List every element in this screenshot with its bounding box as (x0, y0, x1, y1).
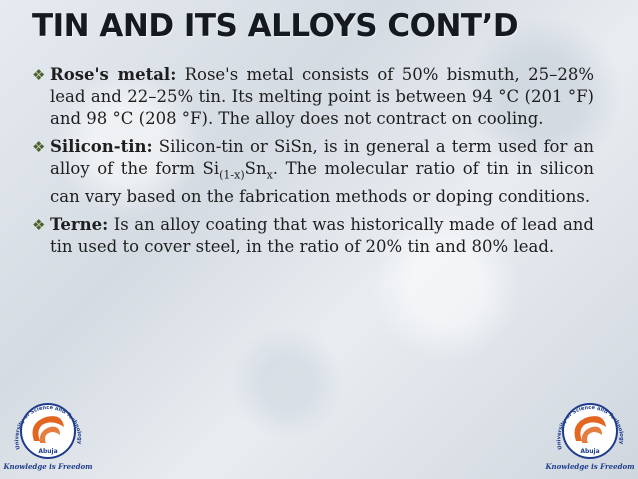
formula-subscript: (1-x) (219, 168, 245, 182)
slide-title: TIN AND ITS ALLOYS CONT’D (32, 8, 519, 44)
university-logo (2, 393, 94, 475)
bullet-list (14, 64, 594, 264)
logo-arc-text: University of Science and Technology (14, 404, 83, 451)
diamond-bullet-icon: ❖ (32, 138, 46, 156)
list-item-roses-metal (14, 64, 594, 130)
diamond-bullet-icon: ❖ (32, 216, 46, 235)
logo-motto: Knowledge is Freedom (3, 462, 93, 471)
term-label: Silicon-tin: (50, 137, 153, 156)
item-text: Rose's metal consists of 50% bismuth, 25–28% lead and 22–25% tin. Its melting point is between 94 °C (201 °F) and 98 °C (208 °F). The alloy does not contract on cooling. (50, 65, 594, 128)
diamond-bullet-icon: ❖ (32, 66, 46, 84)
list-item-terne (14, 214, 594, 258)
list-item-silicon-tin (14, 136, 594, 208)
term-label: Rose's metal: (50, 65, 177, 84)
logo-arc-text: University of Science and Technology (556, 404, 625, 451)
formula-element: Sn (244, 159, 267, 178)
term-label: Terne: (50, 215, 109, 235)
item-text: . The molecular ratio of tin in silicon can vary based on the fabrication methods or doping conditions. (50, 159, 595, 207)
logo-motto: Knowledge is Freedom (545, 462, 635, 471)
formula-subscript: x (266, 168, 273, 182)
logo-city: Abuja (580, 448, 600, 455)
item-text: Silicon-tin or SiSn, is in general a term used for an alloy of the form Si (50, 137, 594, 178)
university-logo (544, 393, 636, 475)
item-text: Is an alloy coating that was historically made of lead and tin used to cover steel, in the ratio of 20% tin and 80% lead. (50, 215, 594, 257)
logo-city: Abuja (38, 448, 58, 455)
